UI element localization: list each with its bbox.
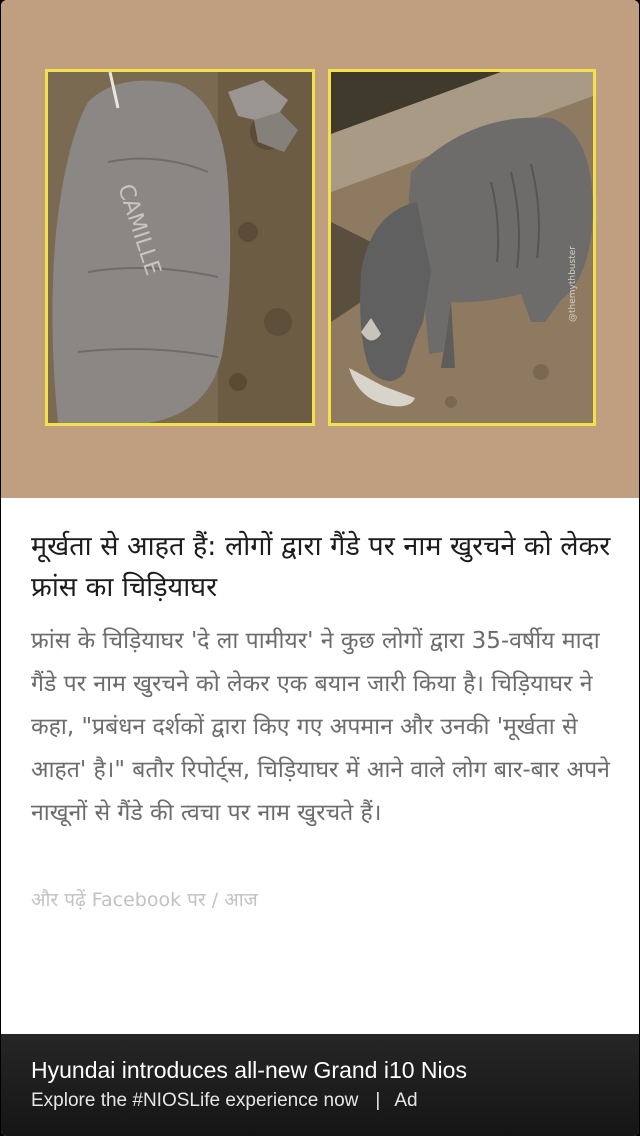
article-image[interactable] bbox=[1, 0, 639, 498]
article-content bbox=[1, 498, 639, 1034]
read-more-source-link[interactable]: Facebook bbox=[91, 889, 182, 911]
meta-separator: / bbox=[211, 889, 219, 911]
ad-label: Ad bbox=[394, 1090, 418, 1111]
ad-subtitle: Explore the #NIOSLife experience now bbox=[31, 1090, 359, 1111]
scratched-name: CAMILLE bbox=[112, 181, 166, 279]
read-more-prefix: और पढ़ें bbox=[31, 889, 86, 911]
image-watermark: @themythbuster bbox=[568, 246, 578, 322]
article-headline[interactable]: मूर्खता से आहत हैं: लोगों द्वारा गैंडे पर नाम खुरचने को लेकर फ्रांस का चिड़ियाघर bbox=[31, 531, 611, 603]
ad-title[interactable]: Hyundai introduces all-new Grand i10 Nios bbox=[31, 1057, 467, 1083]
news-card[interactable] bbox=[1, 0, 639, 1136]
rhino-standing-photo bbox=[328, 69, 596, 426]
rhino-back-illustration bbox=[48, 72, 312, 423]
rhino-standing-illustration bbox=[331, 72, 593, 423]
ad-banner[interactable] bbox=[1, 1034, 639, 1136]
article-summary: फ्रांस के चिड़ियाघर 'दे ला पामीयर' ने कुछ लोगों द्वारा 35-वर्षीय मादा गैंडे पर नाम खुरचने को लेकर एक बयान जारी किया है। चिड़ियाघर ने कहा, "प्रबंधन दर्शकों द्वारा किए गए अपमान और उनकी 'मूर्खता से आहत' है।" बतौर रिपोर्ट्स, चिड़ियाघर में आने वाले लोग बार-बार अपने नाखूनों से गैंडे की त्वचा पर नाम खुरचते हैं। bbox=[31, 628, 610, 826]
ad-subtitle-row[interactable] bbox=[31, 1090, 418, 1112]
article-time: आज bbox=[224, 889, 258, 911]
ad-separator: | bbox=[375, 1090, 381, 1111]
article-meta bbox=[31, 886, 258, 912]
read-more-suffix: पर bbox=[187, 889, 206, 911]
rhino-back-photo bbox=[45, 69, 315, 426]
